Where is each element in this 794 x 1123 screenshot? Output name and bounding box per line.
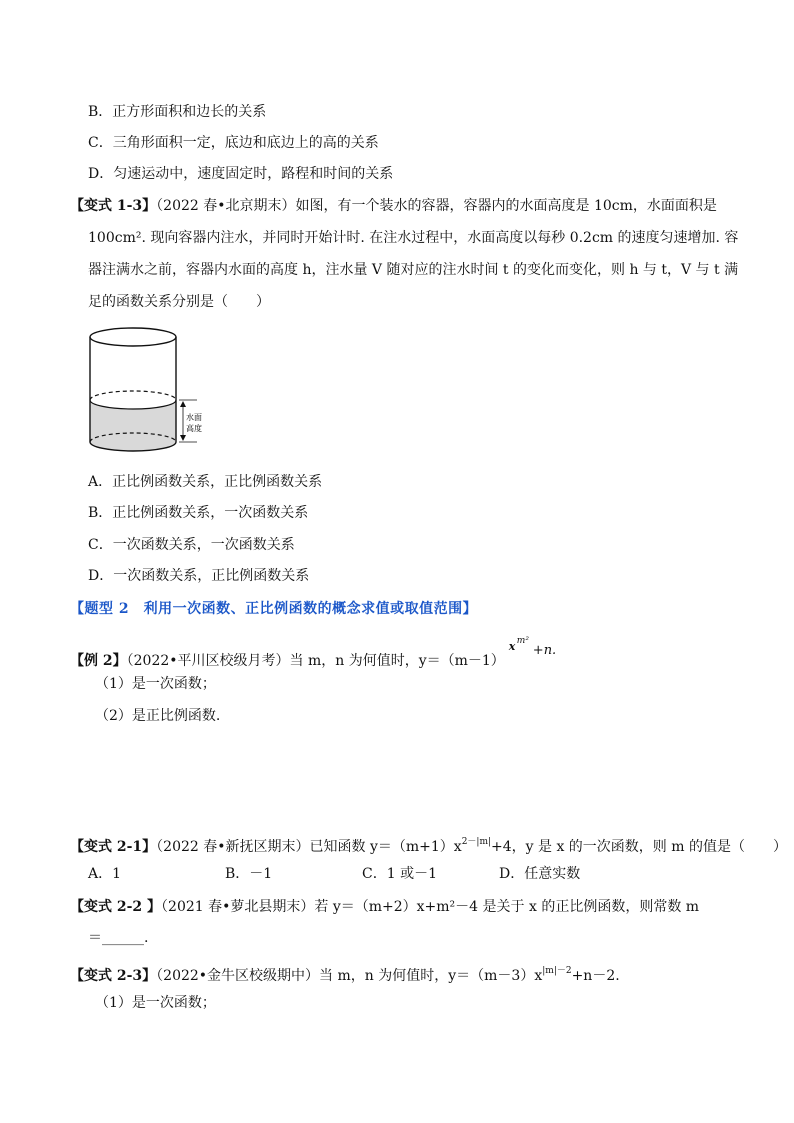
exponent: |m|－2 [542,966,572,976]
question-tag: 【变式 2-2 】 [70,899,162,915]
question-text-b: +n－2. [571,968,620,984]
question-1-3-line2: 100cm². 现向容器内注水，并同时开始计时. 在注水过程中，水面高度以每秒 0.2cm 的速度匀速增加. 容 [88,230,739,246]
power-exponent: m² [516,636,529,646]
option-2-1-d: D．任意实数 [499,866,581,882]
question-text-a: （2022•金牛区校级期中）当 m，n 为何值时，y＝（m－3）x [156,968,543,984]
question-2-3-line [70,961,620,986]
question-2-1-options [88,864,580,884]
option-1-3-d: D．一次函数关系，正比例函数关系 [88,568,310,584]
power-base: x [508,640,516,653]
question-text-a: （2022 春•新抚区期末）已知函数 y＝（m+1）x [156,839,462,855]
question-text: （2022 春•北京期末）如图，有一个装水的容器，容器内的水面高度是 10cm，水面面积是 [156,198,717,214]
question-2-2-line2: ＝______. [88,930,149,946]
option-b: B．正方形面积和边长的关系 [88,104,267,120]
cylinder-figure [85,325,215,455]
question-2-3-part1: （1）是一次函数； [95,995,216,1011]
question-text: （2021 春•萝北县期末）若 y＝（m+2）x+m²－4 是关于 x 的正比例函数，则常数 m [161,899,700,915]
option-d: D．匀速运动中，速度固定时，路程和时间的关系 [88,166,394,182]
section-heading-2: 【题型 2 利用一次函数、正比例函数的概念求值或取值范围】 [70,601,478,617]
question-2-2-line1 [70,897,699,917]
example-tag: 【例 2】 [70,653,127,669]
question-tag: 【变式 2-1】 [70,839,157,855]
figure-label-2: 高度 [186,424,202,433]
question-tag: 【变式 2-3】 [70,968,157,984]
question-1-3-line4: 足的函数关系分别是（ ） [88,294,270,310]
option-c: C．三角形面积一定，底边和底边上的高的关系 [88,135,379,151]
example-2-line [70,636,557,671]
example-text: （2022•平川区校级月考）当 m，n 为何值时，y＝（m－1） [126,653,505,669]
question-2-1-line [70,832,787,857]
option-2-1-b: B．－1 [225,866,273,882]
option-1-3-a: A．正比例函数关系，正比例函数关系 [88,474,323,490]
exponent: 2－|m| [461,837,492,847]
question-tag: 【变式 1-3】 [70,198,157,214]
option-1-3-c: C．一次函数关系，一次函数关系 [88,537,295,553]
figure-label-1: 水面 [186,413,202,422]
question-1-3-line3: 器注满水之前，容器内水面的高度 h，注水量 V 随对应的注水时间 t 的变化而变化，则 h 与 t，V 与 t 满 [88,262,739,278]
option-2-1-a: A．1 [88,866,122,882]
question-1-3-line1 [70,196,717,216]
option-2-1-c: C．1 或－1 [362,866,437,882]
option-1-3-b: B．正比例函数关系，一次函数关系 [88,505,309,521]
question-text-b: +4，y 是 x 的一次函数，则 m 的值是（ ） [491,839,787,855]
example-2-part2: （2）是正比例函数. [95,708,221,724]
example-2-part1: （1）是一次函数； [95,676,216,692]
power-tail: +n. [532,643,557,658]
